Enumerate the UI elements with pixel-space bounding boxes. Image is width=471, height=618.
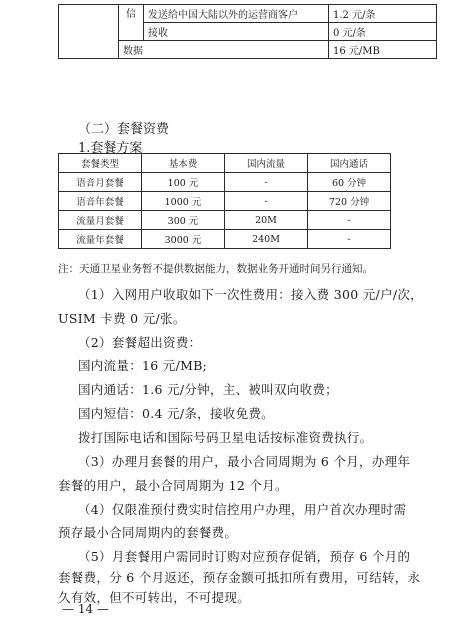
table-cell: 60 分钟 — [308, 173, 391, 192]
header-cell: 国内流量 — [225, 154, 308, 173]
paragraph-1-line-2: USIM 卡费 0 元/张。 — [58, 311, 186, 326]
data-label-cell: 数据 — [119, 41, 329, 59]
table-cell: 0 元/条 — [329, 23, 437, 41]
table-cell: 流量月套餐 — [59, 211, 142, 230]
table-cell: 1000 元 — [142, 192, 225, 211]
table-cell: 发送给中国大陆以外的运营商客户 — [144, 5, 329, 23]
paragraph-3-line-2: 套餐的用户，最小合同周期为 12 个月。 — [58, 478, 288, 493]
overage-sms-line: 国内短信：0.4 元/条，接收免费。 — [78, 406, 274, 421]
header-cell: 国内通话 — [308, 154, 391, 173]
table-cell: 20M — [225, 211, 308, 230]
paragraph-4-line-2: 预存最小合同周期内的套餐费。 — [58, 525, 238, 540]
rates-table-continued — [58, 4, 437, 59]
header-cell: 套餐类型 — [59, 154, 142, 173]
table-cell: 100 元 — [142, 173, 225, 192]
table-cell: 语音年套餐 — [59, 192, 142, 211]
header-cell: 基本费 — [142, 154, 225, 173]
sms-label-cell: 信 — [119, 5, 144, 41]
paragraph-5-line-1: （5）月套餐用户需同时订购对应预存促销，预存 6 个月的 — [78, 549, 411, 564]
paragraph-5-line-3: 久有效，但不可转出，不可提现。 — [58, 590, 251, 605]
paragraph-3-line-1: （3）办理月套餐的用户，最小合同周期为 6 个月，办理年 — [78, 454, 411, 469]
section-title: （二）套餐资费 — [78, 122, 170, 137]
paragraph-5-line-2: 套餐费，分 6 个月返还，预存金额可抵扣所有费用，可结转，永 — [58, 570, 421, 585]
paragraph-1-line-1: （1）入网用户收取如下一次性费用：接入费 300 元/户/次， — [78, 287, 423, 302]
subsection-title: 1.套餐方案 — [78, 141, 143, 156]
table-cell: 语音月套餐 — [59, 173, 142, 192]
overage-call-line: 国内通话：1.6 元/分钟，主、被叫双向收费； — [78, 382, 338, 397]
table-row — [59, 192, 391, 211]
table-cell: 流量年套餐 — [59, 230, 142, 249]
international-call-line: 拨打国际电话和国际号码卫星电话按标准资费执行。 — [78, 430, 373, 445]
overage-data-line: 国内流量：16 元/MB; — [78, 358, 208, 373]
table-row — [59, 211, 391, 230]
table-cell: 接收 — [144, 23, 329, 41]
page-number: — 14 — — [62, 602, 109, 616]
table-cell: - — [308, 230, 391, 249]
plan-table — [58, 153, 391, 249]
table-cell: 1.2 元/条 — [329, 5, 437, 23]
blank-cell — [59, 5, 119, 59]
paragraph-4-line-1: （4）仅限准预付费实时信控用户办理，用户首次办理时需 — [78, 502, 407, 517]
table-row — [59, 5, 437, 23]
table-row — [59, 173, 391, 192]
table-note: 注：天通卫星业务暂不提供数据能力，数据业务开通时间另行通知。 — [58, 263, 373, 275]
table-cell: 300 元 — [142, 211, 225, 230]
table-cell: 240M — [225, 230, 308, 249]
table-cell: - — [225, 192, 308, 211]
paragraph-2-heading: （2）套餐超出资费： — [78, 335, 202, 350]
data-price-cell: 16 元/MB — [329, 41, 437, 59]
table-header-row — [59, 154, 391, 173]
table-cell: 720 分钟 — [308, 192, 391, 211]
table-cell: 3000 元 — [142, 230, 225, 249]
table-cell: - — [308, 211, 391, 230]
table-cell: - — [225, 173, 308, 192]
table-row — [59, 230, 391, 249]
